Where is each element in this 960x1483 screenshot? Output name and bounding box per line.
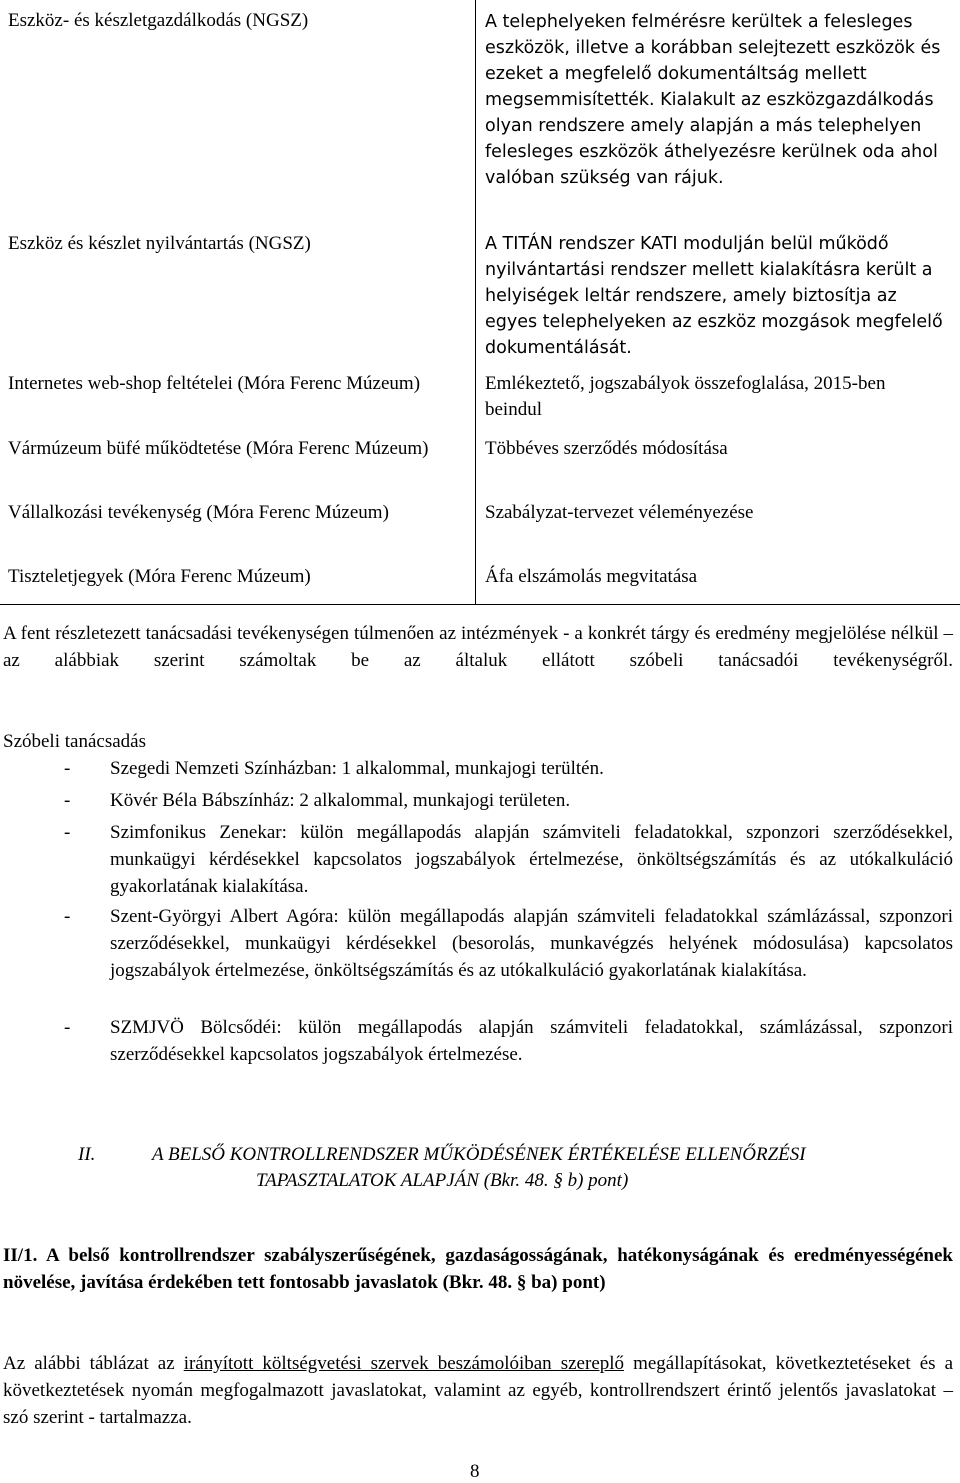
- section-number: II.: [78, 1144, 96, 1165]
- intro-paragraph: [3, 620, 953, 701]
- table-cell-result: Emlékeztető, jogszabályok összefoglalása, 2015-ben beindul: [485, 373, 886, 420]
- table-cell-topic: Eszköz és készlet nyilvántartás (NGSZ): [8, 233, 311, 254]
- list-bullet: -: [64, 906, 71, 927]
- list-item: Kövér Béla Bábszínház: 2 alkalommal, munkajogi területen.: [110, 790, 571, 811]
- table-cell-result: Szabályzat-tervezet véleményezése: [485, 502, 754, 523]
- list-bullet: -: [64, 1017, 71, 1038]
- section-title-line2: TAPASZTALATOK ALAPJÁN (Bkr. 48. § b) pont): [256, 1170, 629, 1191]
- intro-paragraph-text: A fent részletezett tanácsadási tevékenységen túlmenően az intézmények - a konkrét tárgy és eredmény megjelölése nélkül – az alábbiak szerint számoltak be az általuk ellátott szóbeli tanácsadói tevékenységről.: [3, 623, 953, 671]
- list-item: SZMJVÖ Bölcsődéi: külön megállapodás alapján számviteli feladatokkal, számlázással, szponzori szerződésekkel kapcsolatos jogszabályok értelmezése.: [110, 1017, 953, 1065]
- table-cell-result: A TITÁN rendszer KATI modulján belül működő nyilvántartási rendszer mellett kialakításra került a helyiségek leltár rendszere, amely biztosítja az egyes telephelyeken az eszköz mozgások megfelelő dokumentálását.: [485, 234, 943, 358]
- table-cell-result: Többéves szerződés módosítása: [485, 438, 728, 459]
- list-bullet: -: [64, 790, 71, 811]
- table-bottom-border: [0, 604, 960, 605]
- list-item: Szimfonikus Zenekar: külön megállapodás alapján számviteli feladatokkal, szponzori szerződésekkel, munkaügyi kérdésekkel kapcsolatos jogszabályok értelmezése, önköltségszámítás és az utókalkuláció gyakorlatának kialakítása.: [110, 822, 953, 897]
- table-cell-result: Áfa elszámolás megvitatása: [485, 566, 698, 587]
- list-bullet: -: [64, 758, 71, 779]
- table-cell-topic: Tiszteletjegyek (Móra Ferenc Múzeum): [8, 566, 311, 587]
- consulting-table: [0, 0, 960, 608]
- table-cell-topic: Vármúzeum büfé működtetése (Móra Ferenc Múzeum): [8, 438, 429, 459]
- table-cell-result: A telephelyeken felmérésre kerültek a felesleges eszközök, illetve a korábban selejtezett eszközök és ezeket a megfelelő dokumentáltság mellett megsemmisítették. Kialakult az eszközgazdálkodás olyan rendszere amely alapján a más telephelyen felesleges eszközök áthelyezésre kerülnek oda ahol valóban szükség van rájuk.: [485, 12, 941, 188]
- list-item: Szegedi Nemzeti Színházban: 1 alkalommal, munkajogi terültén.: [110, 758, 604, 779]
- table-cell-topic: Eszköz- és készletgazdálkodás (NGSZ): [8, 10, 309, 31]
- oral-advice-title: Szóbeli tanácsadás: [3, 731, 146, 752]
- table-cell-topic: Internetes web-shop feltételei (Móra Ferenc Múzeum): [8, 373, 421, 394]
- final-paragraph-end: megállapításokat, következtetéseket és a következtetések nyomán megfogalmazott javaslatokat, valamint az egyéb, kontrollrendszert érintő jelentős javaslatokat – szó szerint - tartalmazza.: [3, 1353, 953, 1428]
- list-item: Szent-Györgyi Albert Agóra: külön megállapodás alapján számviteli feladatokkal számlázással, szponzori szerződésekkel, munkaügyi kérdésekkel (besorolás, munkavégzés helyének módosulása) kapcsolatos jogszabályok értelmezése, önköltségszámítás és az utókalkuláció gyakorlatának kialakítása.: [110, 906, 953, 981]
- table-column-divider: [475, 0, 476, 604]
- table-cell-topic: Vállalkozási tevékenység (Móra Ferenc Múzeum): [8, 502, 389, 523]
- final-paragraph: [3, 1350, 953, 1431]
- list-bullet: -: [64, 822, 71, 843]
- page-number: 8: [470, 1461, 480, 1482]
- section-title-line1: A BELSŐ KONTROLLRENDSZER MŰKÖDÉSÉNEK ÉRTÉKELÉSE ELLENŐRZÉSI: [152, 1144, 806, 1165]
- final-paragraph-start: Az alábbi táblázat az: [3, 1353, 184, 1374]
- underlined-phrase: irányított költségvetési szervek beszámolóiban szereplő: [183, 1353, 625, 1374]
- subsection-heading: II/1. A belső kontrollrendszer szabályszerűségének, gazdaságosságának, hatékonyságának és eredményességének növelése, javítása érdekében tett fontosabb javaslatok (Bkr. 48. § ba) pont): [3, 1245, 953, 1293]
